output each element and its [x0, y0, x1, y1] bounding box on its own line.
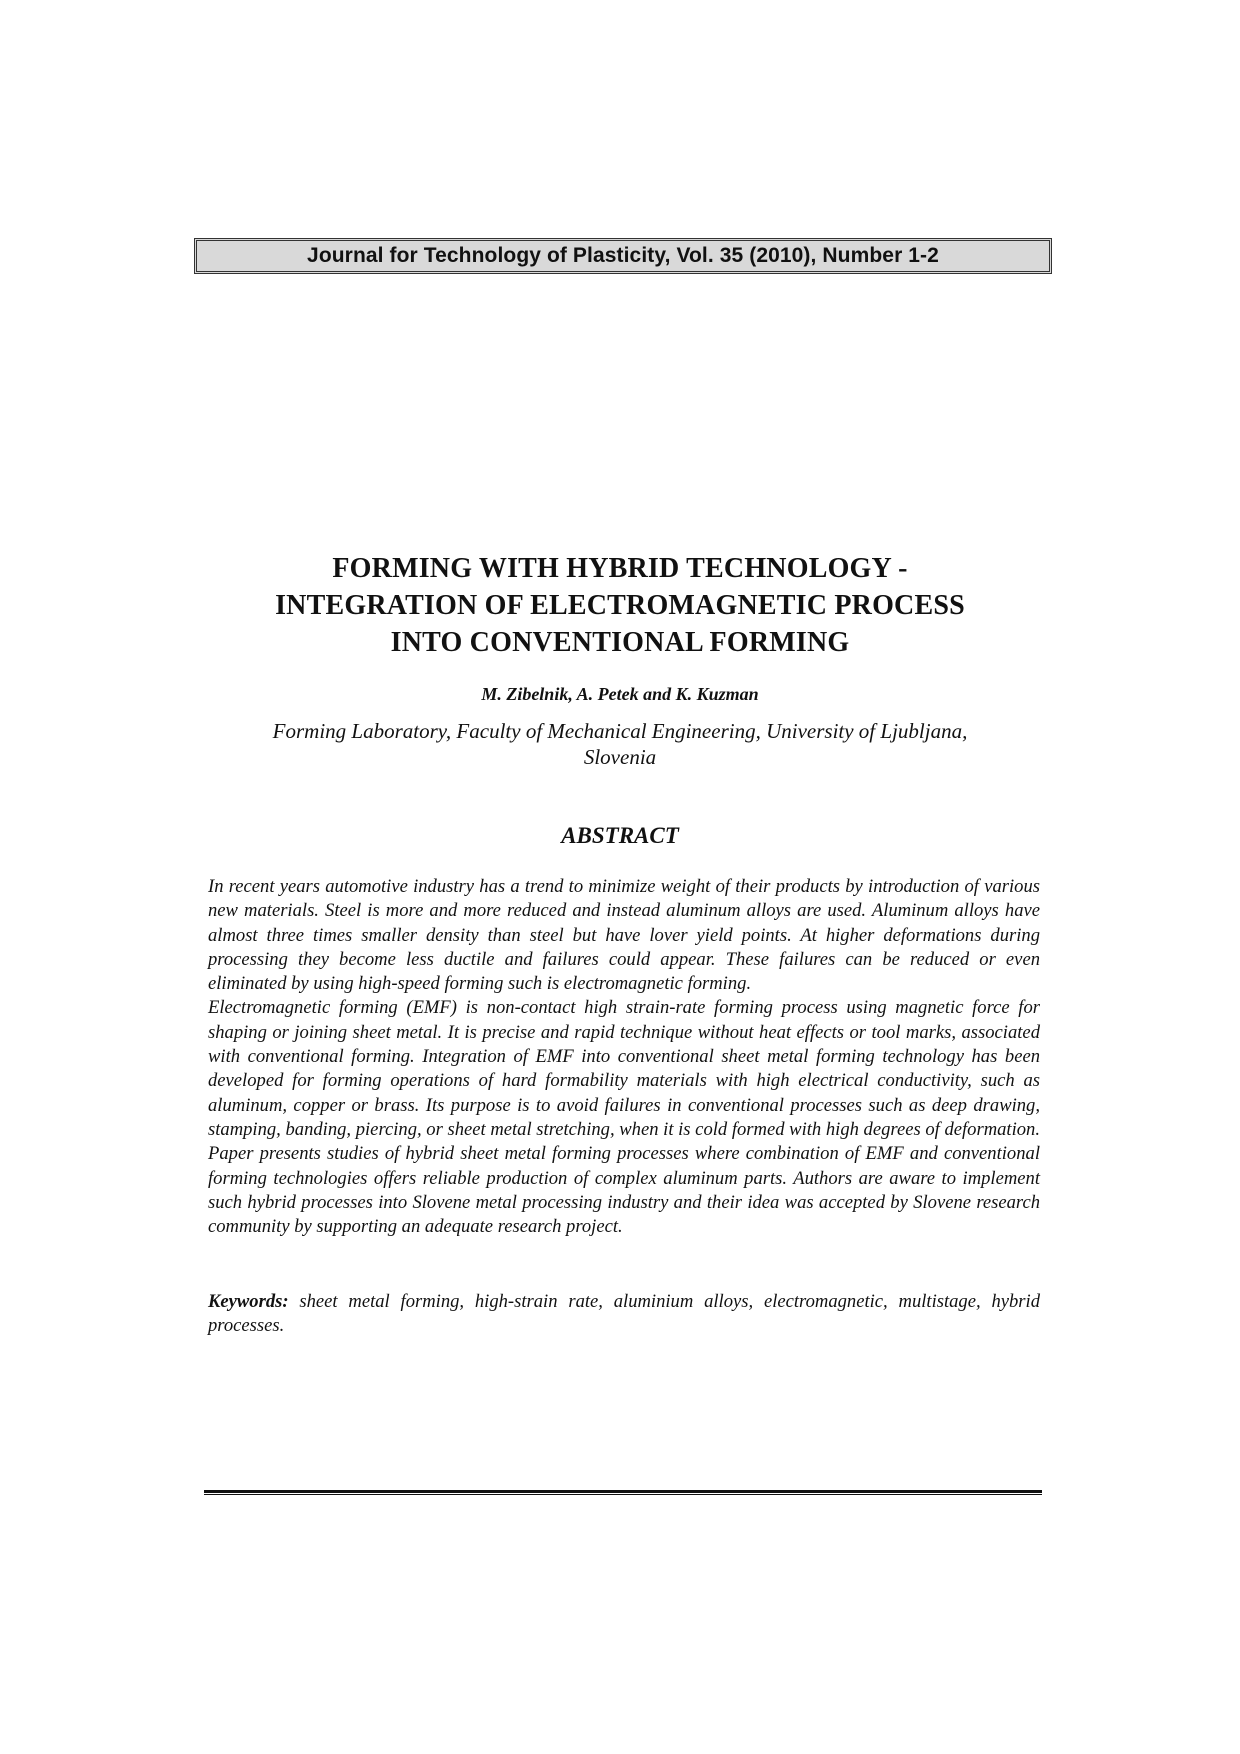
affiliation-line: Forming Laboratory, Faculty of Mechanical Engineering, University of Ljubljana, — [272, 719, 968, 743]
paper-title — [150, 550, 1090, 661]
abstract-paragraph: Paper presents studies of hybrid sheet metal forming processes where combination of EMF and conventional forming technologies offers reliable production of complex aluminum parts. Authors are aware to implement such hybrid processes into Slovene metal processing industry and their idea was accepted by Slovene research community by supporting an adequate research project. — [208, 1143, 1040, 1238]
abstract-paragraph: In recent years automotive industry has a trend to minimize weight of their products by introduction of various new materials. Steel is more and more reduced and instead aluminum alloys are used. Aluminum alloys have almost three times smaller density than steel but have lover yield points. At higher deformations during processing they become less ductile and failures could appear. These failures can be reduced or even eliminated by using high-speed forming such is electromagnetic forming. — [208, 876, 1040, 995]
journal-header-text: Journal for Technology of Plasticity, Vol. 35 (2010), Number 1-2 — [307, 244, 939, 267]
footer-divider — [204, 1490, 1042, 1495]
author-list: M. Zibelnik, A. Petek and K. Kuzman — [481, 684, 759, 704]
affiliation — [150, 718, 1090, 770]
abstract-paragraph: Electromagnetic forming (EMF) is non-contact high strain-rate forming process using magnetic force for shaping or joining sheet metal. It is precise and rapid technique without heat effects or tool marks, associated with conventional forming. Integration of EMF into conventional sheet metal forming technology has been developed for forming operations of hard formability materials with high electrical conductivity, such as aluminum, copper or brass. Its purpose is to avoid failures in conventional processes such as deep drawing, stamping, banding, piercing, or sheet metal stretching, when it is cold formed with high degrees of deformation. — [208, 997, 1040, 1140]
keywords-label: Keywords: — [208, 1291, 289, 1312]
keywords — [208, 1290, 1040, 1339]
abstract-heading: ABSTRACT — [561, 823, 679, 848]
title-line: INTEGRATION OF ELECTROMAGNETIC PROCESS — [275, 590, 965, 621]
keywords-text: sheet metal forming, high-strain rate, aluminium alloys, electromagnetic, multistage, hybrid processes. — [208, 1291, 1040, 1337]
title-line: INTO CONVENTIONAL FORMING — [390, 627, 850, 658]
affiliation-line: Slovenia — [583, 745, 657, 769]
journal-header-box — [194, 238, 1052, 274]
abstract-body — [208, 875, 1040, 1239]
title-line: FORMING WITH HYBRID TECHNOLOGY - — [332, 553, 908, 584]
